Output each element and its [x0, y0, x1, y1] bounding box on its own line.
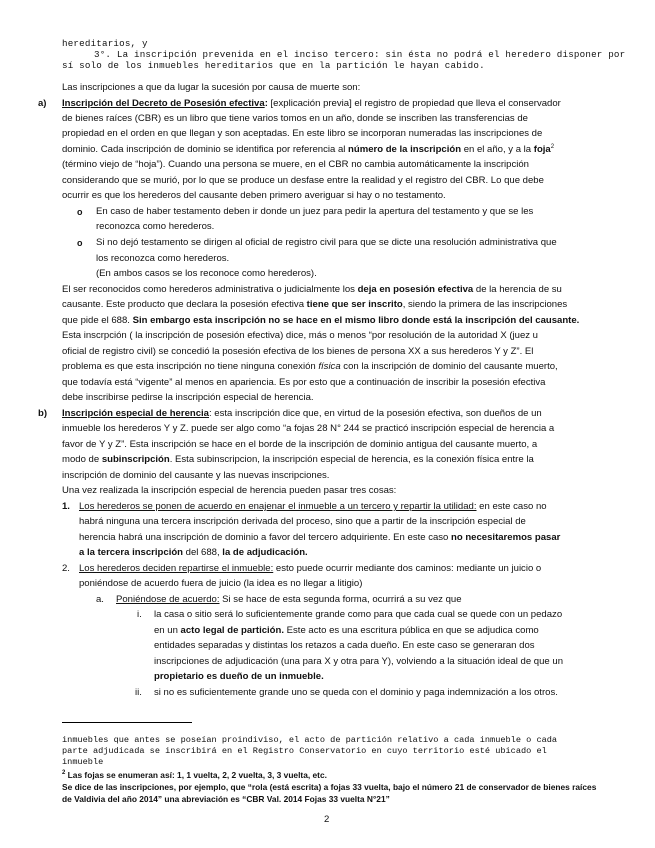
section-a-line-7: ocurrir es que los herederos del causante deben primero averiguar si hay o no testamento.: [62, 190, 446, 201]
section-b-marker: b): [38, 408, 48, 419]
para2-line-3: que pide el 688. Sin embargo esta inscripción no se hace en el mismo libro donde está la inscripción del causante.: [62, 315, 580, 326]
para2-line-5: oficial de registro civil) se concedió la posesión efectiva de los bienes de persona XX a sus herederos Y y Z”. El: [62, 346, 534, 357]
sub-i-line-3: entidades separadas y distintas los retazos a cada dueño. En este caso se generaran dos: [154, 640, 535, 651]
bullet-note: (En ambos casos se los reconoce como herederos).: [96, 268, 317, 279]
footnote-mono-3: inmueble: [62, 757, 104, 767]
item-2-number: 2.: [62, 563, 70, 574]
section-a-line-5: (término viejo de “hoja”). Cuando una persona se muere, en el CBR no cambia automáticamente la inscripción: [62, 159, 529, 170]
section-a-title: Inscripción del Decreto de Posesión efectiva: [62, 98, 265, 109]
item-2-line-1: Los herederos deciden repartirse el inmueble: esto puede ocurrir mediante dos caminos: mediante un juicio o: [79, 563, 542, 574]
para2-line-1: El ser reconocidos como herederos administrativa o judicialmente los deja en posesión efectiva de la herencia de su: [62, 284, 562, 295]
section-a-text-4: dominio. Cada inscripción de dominio se identifica por referencia al: [62, 144, 346, 155]
sub-i-line-4: inscripciones de adjudicación (una para X y otra para Y), volviendo a la situación ideal de que un: [154, 656, 564, 667]
quoted-law-line-3: sí solo de los inmuebles hereditarios que en la partición le hayan cabido.: [62, 60, 485, 71]
quoted-law-line-1: hereditarios, y: [62, 38, 148, 49]
section-a-text-1: [explicación previa] el registro de propiedad que lleva el conservador: [270, 98, 561, 109]
para2-line-2: causante. Este producto que declara la posesión efectiva tiene que ser inscrito, siendo la primera de las inscripciones: [62, 299, 568, 310]
sub-a-heading: Poniéndose de acuerdo:: [116, 594, 220, 605]
section-b-line-1: Inscripción especial de herencia: esta inscripción dice que, en virtud de la posesión efectiva, son dueños de un: [62, 408, 542, 419]
bold-subinscripcion: subinscripción: [101, 454, 170, 465]
sub-ii-marker: ii.: [135, 687, 142, 698]
footnote-mono-1: inmuebles que antes se poseían proindiviso, el acto de partición relativo a cada inmueble o cada: [62, 735, 558, 745]
sub-i-line-1: la casa o sitio será lo suficientemente grande como para que cada cual se quede con un pedazo: [154, 609, 563, 620]
footnote-4: de Valdivia del año 2014” una abreviación es “CBR Val. 2014 Fojas 33 vuelta N°21”: [62, 794, 390, 804]
italic-fisica: física: [318, 361, 341, 372]
intro-text: Las inscripciones a que da lugar la sucesión por causa de muerte son:: [62, 82, 361, 93]
footnote-divider: [62, 722, 192, 723]
section-a-mid-text: en el año, y a la: [461, 144, 534, 155]
section-b-line-5: inscripción de dominio del causante y las nuevas inscripciones.: [62, 470, 330, 481]
page-number: 2: [324, 814, 330, 825]
bold-foja: foja: [533, 144, 551, 155]
footnote-2: $^2$ Las fojas se enumeran así: 1, 1 vuelta, 2, 2 vuelta, 3, 3 vuelta, etc.: [62, 770, 327, 780]
para2-line-4: Esta inscrpción ( la inscripción de posesión efectiva) dice, más o menos “por resolución de la autoridad X (juez u: [62, 330, 538, 341]
section-b-line-2: inmueble los herederos Y y Z. puede ser algo como “a fojas 28 N° 244 se practicó inscripción especial de herencia a: [62, 423, 555, 434]
para2-line-6: problema es que esta inscripción no tiene ninguna conexión física con la inscripción de dominio del causante muerto,: [62, 361, 558, 372]
footnote-mono-2: parte adjudicada se inscribirá en el Registro Conservatorio en cuyo territorio esté ubicado el: [62, 746, 547, 756]
bullet-1-line-2: reconozca como herederos.: [96, 221, 215, 232]
sub-i-marker: i.: [137, 609, 142, 620]
item-1-line-3: herencia habrá una inscripción de dominio a favor del tercero adquiriente. En este caso no necesitaremos pasar: [79, 532, 561, 543]
item-1-line-4: a la tercera inscripción del 688, la de adjudicación.: [79, 547, 308, 558]
item-2-heading: Los herederos deciden repartirse el inmueble:: [79, 563, 274, 574]
bold-tiene-que-ser-inscrito: tiene que ser inscrito: [306, 299, 403, 310]
bullet-1-line-1: En caso de haber testamento deben ir donde un juez para pedir la apertura del testamento y que se les: [96, 206, 534, 217]
sub-a-line: Poniéndose de acuerdo: Si se hace de esta segunda forma, ocurrirá a su vez que: [116, 594, 462, 605]
bullet-2-line-2: los reconozca como herederos.: [96, 253, 230, 264]
section-b-line-4: modo de subinscripción. Esta subinscripcion, la inscripción especial de herencia, es la conexión física entre la: [62, 454, 534, 465]
section-a-line-2: de bienes raíces (CBR) es un libro que tiene varios tomos en un año, donde se inscriben las transferencias de: [62, 113, 528, 124]
footnote-ref-2: 2: [550, 143, 555, 150]
section-a-marker: a): [38, 98, 47, 109]
section-a-line-4: [62, 142, 554, 158]
bullet-2-line-1: Si no dejó testamento se dirigen al oficial de registro civil para que se dicte una resolución administrativa que: [96, 237, 557, 248]
sub-i-line-5: propietario es dueño de un inmueble.: [154, 671, 324, 682]
section-b-line-3: favor de Y y Z”. Esta inscripción se hace en el borde de la inscripción de dominio antigua del causante muerto, a: [62, 439, 538, 450]
section-b-line-6: Una vez realizada la inscripción especial de herencia pueden pasar tres cosas:: [62, 485, 397, 496]
bullet-icon: o: [77, 238, 83, 248]
section-a-line-6: considerando que se murió, por lo que se produce un desfase entre la realidad y el registro del CBR. Lo que debe: [62, 175, 544, 186]
bold-inscription-number: número de la inscripción: [348, 144, 462, 155]
sub-a-marker: a.: [96, 594, 104, 605]
section-a-line-3: propiedad en el orden en que llegan y son aceptadas. En este libro se incorporan numeradas las inscripciones de: [62, 128, 543, 139]
footnote-3: Se dice de las inscripciones, por ejemplo, que “rola (está escrita) a fojas 33 vuelta, bajo el número 21 de conservador de bienes raíces: [62, 782, 597, 792]
para2-line-7: que todavía está “vigente” al menos en apariencia. Es por esto que a continuación de inscribir la posesión efectiva: [62, 377, 546, 388]
bold-acto-legal: acto legal de partición.: [180, 625, 284, 636]
section-b-title: Inscripción especial de herencia: [62, 408, 209, 419]
item-1-number: 1.: [62, 501, 70, 512]
sub-ii-line-1: si no es suficientemente grande uno se queda con el dominio y paga indemnización a los otros.: [154, 687, 558, 698]
quoted-law-line-2: 3°. La inscripción prevenida en el inciso tercero: sin ésta no podrá el heredero disponer por: [94, 49, 626, 60]
section-a-line-1: Inscripción del Decreto de Posesión efectiva: [explicación previa] el registro de propiedad que lleva el conservador: [62, 98, 561, 109]
bold-posesion-efectiva: deja en posesión efectiva: [357, 284, 474, 295]
sub-i-line-2: en un acto legal de partición. Este acto es una escritura pública en que se adjudica como: [154, 625, 539, 636]
para2-line-8: debe inscribirse pedirse la inscripción especial de herencia.: [62, 392, 314, 403]
item-1-heading: Los herederos se ponen de acuerdo en enajenar el inmueble a un tercero y repartir la utilidad:: [79, 501, 477, 512]
item-2-line-2: poniéndose de acuerdo fuera de juicio (la idea es no llegar a litigio): [79, 578, 363, 589]
item-1-line-2: habrá ninguna una tercera inscripción derivada del proceso, sino que a partir de la inscripción especial de: [79, 516, 526, 527]
item-1-line-1: Los herederos se ponen de acuerdo en enajenar el inmueble a un tercero y repartir la utilidad: en este caso no: [79, 501, 547, 512]
bullet-icon: o: [77, 207, 83, 217]
bold-sin-embargo: Sin embargo esta inscripción no se hace en el mismo libro donde está la inscripción del causante.: [132, 315, 580, 326]
